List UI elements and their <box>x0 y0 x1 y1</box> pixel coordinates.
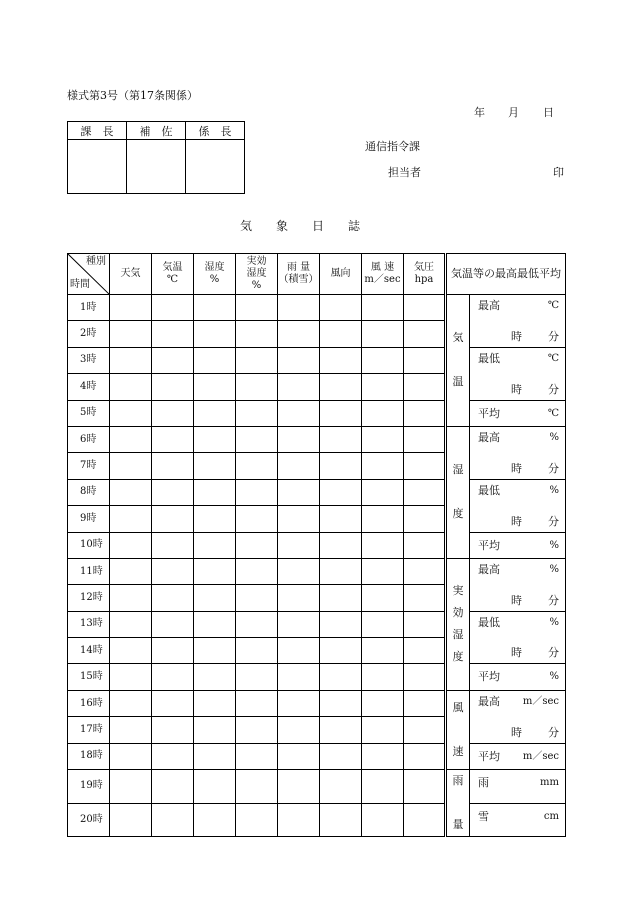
data-cell[interactable] <box>404 400 446 426</box>
data-cell[interactable] <box>278 743 320 769</box>
summary-item-snow[interactable] <box>470 803 566 837</box>
data-cell[interactable] <box>320 690 362 716</box>
data-cell[interactable] <box>404 506 446 532</box>
hour-label: 2時 <box>68 321 110 347</box>
time-minute-label: 分 <box>548 646 559 660</box>
data-cell[interactable] <box>362 532 404 558</box>
data-cell[interactable] <box>110 770 152 804</box>
data-cell[interactable] <box>278 295 320 321</box>
data-cell[interactable] <box>110 347 152 373</box>
data-cell[interactable] <box>362 295 404 321</box>
data-cell[interactable] <box>362 664 404 690</box>
hour-label: 12時 <box>68 585 110 611</box>
time-minute-label: 分 <box>548 725 559 739</box>
data-cell[interactable] <box>152 426 194 452</box>
data-cell[interactable] <box>194 532 236 558</box>
summary-item-unit: % <box>549 484 559 496</box>
column-header: 天気 <box>110 254 152 295</box>
person-label: 担当者 <box>388 166 421 179</box>
data-cell[interactable] <box>362 638 404 664</box>
data-cell[interactable] <box>362 770 404 804</box>
data-cell[interactable] <box>110 295 152 321</box>
time-hour-label: 時 <box>511 646 522 660</box>
data-cell[interactable] <box>110 558 152 584</box>
data-cell[interactable] <box>194 717 236 743</box>
data-cell[interactable] <box>110 717 152 743</box>
approval-header: 係 長 <box>186 122 245 140</box>
hour-label: 10時 <box>68 532 110 558</box>
data-cell[interactable] <box>152 532 194 558</box>
data-cell[interactable] <box>194 664 236 690</box>
hour-label: 17時 <box>68 717 110 743</box>
corner-header <box>68 254 110 295</box>
summary-item-max[interactable] <box>470 295 566 348</box>
data-cell[interactable] <box>152 479 194 505</box>
data-cell[interactable] <box>236 532 278 558</box>
data-cell[interactable] <box>152 690 194 716</box>
data-cell[interactable] <box>404 638 446 664</box>
hour-label: 9時 <box>68 506 110 532</box>
data-cell[interactable] <box>404 770 446 804</box>
hour-row <box>68 347 566 373</box>
data-cell[interactable] <box>404 558 446 584</box>
data-cell[interactable] <box>152 743 194 769</box>
data-cell[interactable] <box>362 453 404 479</box>
hour-label: 6時 <box>68 426 110 452</box>
hour-row <box>68 664 566 690</box>
summary-item-rain[interactable] <box>470 770 566 804</box>
data-cell[interactable] <box>236 558 278 584</box>
hour-label: 11時 <box>68 558 110 584</box>
data-cell[interactable] <box>152 347 194 373</box>
time-minute-label: 分 <box>548 382 559 396</box>
time-minute-label: 分 <box>548 514 559 528</box>
data-cell[interactable] <box>362 611 404 637</box>
summary-item-max[interactable] <box>470 690 566 743</box>
data-cell[interactable] <box>236 611 278 637</box>
form-number: 様式第3号（第17条関係） <box>67 89 198 102</box>
data-cell[interactable] <box>236 743 278 769</box>
summary-category: 湿 度 <box>446 426 470 558</box>
data-cell[interactable] <box>236 321 278 347</box>
data-cell[interactable] <box>110 453 152 479</box>
page-title: 気 象 日 誌 <box>240 219 361 233</box>
hour-label: 16時 <box>68 690 110 716</box>
data-cell[interactable] <box>278 611 320 637</box>
data-cell[interactable] <box>278 690 320 716</box>
data-cell[interactable] <box>278 558 320 584</box>
data-cell[interactable] <box>278 803 320 837</box>
column-header: 実効 湿度 % <box>236 254 278 295</box>
hour-label: 15時 <box>68 664 110 690</box>
summary-item-label: 最高 <box>478 562 500 576</box>
hour-row <box>68 295 566 321</box>
summary-item-min[interactable] <box>470 479 566 532</box>
data-cell[interactable] <box>320 347 362 373</box>
summary-item-label: 平均 <box>478 749 500 763</box>
summary-item-label: 雨 <box>478 776 489 790</box>
data-cell[interactable] <box>236 426 278 452</box>
summary-header: 気温等の最高最低平均 <box>446 254 566 295</box>
data-cell[interactable] <box>152 664 194 690</box>
approval-header: 補 佐 <box>127 122 186 140</box>
summary-item-unit: ℃ <box>547 300 559 311</box>
data-cell[interactable] <box>194 426 236 452</box>
data-cell[interactable] <box>236 803 278 837</box>
data-cell[interactable] <box>278 321 320 347</box>
summary-item-max[interactable] <box>470 558 566 611</box>
data-cell[interactable] <box>152 400 194 426</box>
data-cell[interactable] <box>404 664 446 690</box>
data-cell[interactable] <box>362 743 404 769</box>
data-cell[interactable] <box>320 479 362 505</box>
data-cell[interactable] <box>362 558 404 584</box>
hour-row <box>68 770 566 804</box>
data-cell[interactable] <box>194 770 236 804</box>
department: 通信指令課 <box>365 140 420 153</box>
data-cell[interactable] <box>236 453 278 479</box>
data-cell[interactable] <box>236 717 278 743</box>
data-cell[interactable] <box>194 585 236 611</box>
hour-row <box>68 400 566 426</box>
data-cell[interactable] <box>362 585 404 611</box>
time-hour-label: 時 <box>511 329 522 343</box>
summary-item-unit: mm <box>540 777 559 789</box>
data-cell[interactable] <box>404 347 446 373</box>
data-cell[interactable] <box>110 374 152 400</box>
data-cell[interactable] <box>320 426 362 452</box>
data-cell[interactable] <box>278 453 320 479</box>
summary-item-unit: % <box>549 616 559 628</box>
data-cell[interactable] <box>152 717 194 743</box>
hour-label: 14時 <box>68 638 110 664</box>
approval-seal-box[interactable] <box>68 140 127 194</box>
data-cell[interactable] <box>278 717 320 743</box>
data-cell[interactable] <box>320 585 362 611</box>
summary-item-unit: ℃ <box>547 407 559 419</box>
summary-item-max[interactable] <box>470 426 566 479</box>
data-cell[interactable] <box>152 638 194 664</box>
hour-label: 5時 <box>68 400 110 426</box>
data-cell[interactable] <box>320 374 362 400</box>
summary-item-unit: % <box>549 431 559 443</box>
data-cell[interactable] <box>236 295 278 321</box>
time-hour-label: 時 <box>511 382 522 396</box>
data-cell[interactable] <box>320 803 362 837</box>
hour-label: 4時 <box>68 374 110 400</box>
time-hour-label: 時 <box>511 514 522 528</box>
data-cell[interactable] <box>362 690 404 716</box>
data-cell[interactable] <box>194 558 236 584</box>
data-cell[interactable] <box>404 374 446 400</box>
data-cell[interactable] <box>320 770 362 804</box>
data-cell[interactable] <box>110 664 152 690</box>
summary-item-avg[interactable] <box>470 400 566 426</box>
summary-item-label: 平均 <box>478 406 500 420</box>
summary-item-unit: cm <box>543 810 559 822</box>
data-cell[interactable] <box>404 295 446 321</box>
data-cell[interactable] <box>236 347 278 373</box>
data-cell[interactable] <box>320 321 362 347</box>
summary-item-unit: % <box>549 671 559 683</box>
data-cell[interactable] <box>152 803 194 837</box>
data-cell[interactable] <box>110 400 152 426</box>
summary-item-label: 最高 <box>478 299 500 312</box>
data-cell[interactable] <box>278 585 320 611</box>
hour-row <box>68 532 566 558</box>
data-cell[interactable] <box>404 743 446 769</box>
hour-row <box>68 611 566 637</box>
data-cell[interactable] <box>110 611 152 637</box>
data-cell[interactable] <box>194 295 236 321</box>
data-cell[interactable] <box>320 664 362 690</box>
data-cell[interactable] <box>110 690 152 716</box>
data-cell[interactable] <box>362 347 404 373</box>
data-cell[interactable] <box>236 770 278 804</box>
weather-log-table <box>67 253 566 837</box>
hour-label: 3時 <box>68 347 110 373</box>
data-cell[interactable] <box>236 400 278 426</box>
data-cell[interactable] <box>320 532 362 558</box>
summary-item-unit: % <box>549 539 559 551</box>
data-cell[interactable] <box>110 426 152 452</box>
hour-label: 8時 <box>68 479 110 505</box>
data-cell[interactable] <box>110 585 152 611</box>
data-cell[interactable] <box>152 321 194 347</box>
data-cell[interactable] <box>236 374 278 400</box>
data-cell[interactable] <box>362 479 404 505</box>
data-cell[interactable] <box>152 295 194 321</box>
data-cell[interactable] <box>194 321 236 347</box>
column-header: 風向 <box>320 254 362 295</box>
data-cell[interactable] <box>278 532 320 558</box>
seal-mark: 印 <box>553 166 564 179</box>
column-header: 雨 量 （積雪） <box>278 254 320 295</box>
summary-item-avg[interactable] <box>470 664 566 690</box>
data-cell[interactable] <box>110 803 152 837</box>
data-cell[interactable] <box>152 585 194 611</box>
data-cell[interactable] <box>278 479 320 505</box>
hour-row <box>68 479 566 505</box>
summary-category: 実 効 湿 度 <box>446 558 470 690</box>
data-cell[interactable] <box>194 743 236 769</box>
data-cell[interactable] <box>278 770 320 804</box>
data-cell[interactable] <box>320 611 362 637</box>
data-cell[interactable] <box>320 743 362 769</box>
time-hour-label: 時 <box>511 593 522 607</box>
data-cell[interactable] <box>404 479 446 505</box>
data-cell[interactable] <box>278 664 320 690</box>
date-day: 日 <box>543 106 554 119</box>
date-year: 年 <box>474 106 485 119</box>
data-cell[interactable] <box>320 400 362 426</box>
data-cell[interactable] <box>362 803 404 837</box>
data-cell[interactable] <box>278 638 320 664</box>
summary-item-min[interactable] <box>470 611 566 664</box>
summary-item-label: 雪 <box>478 809 489 823</box>
data-cell[interactable] <box>320 506 362 532</box>
summary-item-label: 平均 <box>478 538 500 552</box>
summary-category: 雨 量 <box>446 770 470 837</box>
data-cell[interactable] <box>362 374 404 400</box>
summary-item-label: 平均 <box>478 670 500 684</box>
data-cell[interactable] <box>404 611 446 637</box>
approval-header: 課 長 <box>68 122 127 140</box>
data-cell[interactable] <box>278 400 320 426</box>
data-cell[interactable] <box>194 638 236 664</box>
approval-seal-box[interactable] <box>186 140 245 194</box>
data-cell[interactable] <box>152 506 194 532</box>
summary-category: 気 温 <box>446 295 470 427</box>
time-minute-label: 分 <box>548 593 559 607</box>
data-cell[interactable] <box>320 453 362 479</box>
hour-row <box>68 743 566 769</box>
data-cell[interactable] <box>152 770 194 804</box>
data-cell[interactable] <box>278 506 320 532</box>
data-cell[interactable] <box>236 479 278 505</box>
data-cell[interactable] <box>236 638 278 664</box>
data-cell[interactable] <box>278 426 320 452</box>
data-cell[interactable] <box>320 638 362 664</box>
data-cell[interactable] <box>362 400 404 426</box>
data-cell[interactable] <box>110 743 152 769</box>
data-cell[interactable] <box>152 374 194 400</box>
data-cell[interactable] <box>404 321 446 347</box>
data-cell[interactable] <box>194 374 236 400</box>
summary-item-avg[interactable] <box>470 743 566 769</box>
hour-label: 7時 <box>68 453 110 479</box>
data-cell[interactable] <box>194 453 236 479</box>
time-minute-label: 分 <box>548 329 559 343</box>
data-cell[interactable] <box>404 426 446 452</box>
data-cell[interactable] <box>194 479 236 505</box>
hour-label: 20時 <box>68 803 110 837</box>
column-header: 湿度 % <box>194 254 236 295</box>
hour-row <box>68 690 566 716</box>
approval-seal-box[interactable] <box>127 140 186 194</box>
data-cell[interactable] <box>362 717 404 743</box>
data-cell[interactable] <box>236 506 278 532</box>
data-cell[interactable] <box>404 803 446 837</box>
data-cell[interactable] <box>110 506 152 532</box>
time-minute-label: 分 <box>548 461 559 475</box>
data-cell[interactable] <box>404 453 446 479</box>
data-cell[interactable] <box>194 611 236 637</box>
data-cell[interactable] <box>278 347 320 373</box>
summary-item-label: 最高 <box>478 694 500 708</box>
hour-row <box>68 426 566 452</box>
data-cell[interactable] <box>110 479 152 505</box>
column-header: 風 速 m／sec <box>362 254 404 295</box>
data-cell[interactable] <box>194 347 236 373</box>
data-cell[interactable] <box>320 295 362 321</box>
data-cell[interactable] <box>194 690 236 716</box>
date-month: 月 <box>508 106 519 119</box>
summary-item-unit: % <box>549 563 559 575</box>
data-cell[interactable] <box>152 611 194 637</box>
data-cell[interactable] <box>110 532 152 558</box>
time-label: 時間 <box>70 279 90 290</box>
data-cell[interactable] <box>152 558 194 584</box>
time-hour-label: 時 <box>511 725 522 739</box>
data-cell[interactable] <box>110 321 152 347</box>
data-cell[interactable] <box>404 532 446 558</box>
hour-row <box>68 803 566 837</box>
data-cell[interactable] <box>362 426 404 452</box>
summary-item-unit: ℃ <box>547 352 559 364</box>
summary-item-min[interactable] <box>470 347 566 400</box>
hour-label: 13時 <box>68 611 110 637</box>
approval-table <box>67 121 245 194</box>
data-cell[interactable] <box>278 374 320 400</box>
data-cell[interactable] <box>236 664 278 690</box>
data-cell[interactable] <box>236 690 278 716</box>
hour-row <box>68 558 566 584</box>
summary-category: 風 速 <box>446 690 470 769</box>
hour-label: 18時 <box>68 743 110 769</box>
data-cell[interactable] <box>404 717 446 743</box>
summary-item-label: 最低 <box>478 483 500 497</box>
summary-item-label: 最低 <box>478 351 500 365</box>
time-hour-label: 時 <box>511 461 522 475</box>
data-cell[interactable] <box>110 638 152 664</box>
summary-item-avg[interactable] <box>470 532 566 558</box>
data-cell[interactable] <box>236 585 278 611</box>
summary-item-unit: m／sec <box>522 695 559 707</box>
category-label: 種別 <box>86 256 106 267</box>
data-cell[interactable] <box>194 506 236 532</box>
column-header: 気温 ℃ <box>152 254 194 295</box>
hour-label: 1時 <box>68 295 110 321</box>
hour-label: 19時 <box>68 770 110 804</box>
summary-item-label: 最低 <box>478 615 500 629</box>
data-cell[interactable] <box>404 585 446 611</box>
column-header: 気圧 hpa <box>404 254 446 295</box>
data-cell[interactable] <box>194 400 236 426</box>
summary-item-label: 最高 <box>478 430 500 444</box>
data-cell[interactable] <box>152 453 194 479</box>
summary-item-unit: m／sec <box>522 750 559 762</box>
data-cell[interactable] <box>320 558 362 584</box>
data-cell[interactable] <box>362 506 404 532</box>
data-cell[interactable] <box>194 803 236 837</box>
data-cell[interactable] <box>362 321 404 347</box>
data-cell[interactable] <box>320 717 362 743</box>
data-cell[interactable] <box>404 690 446 716</box>
